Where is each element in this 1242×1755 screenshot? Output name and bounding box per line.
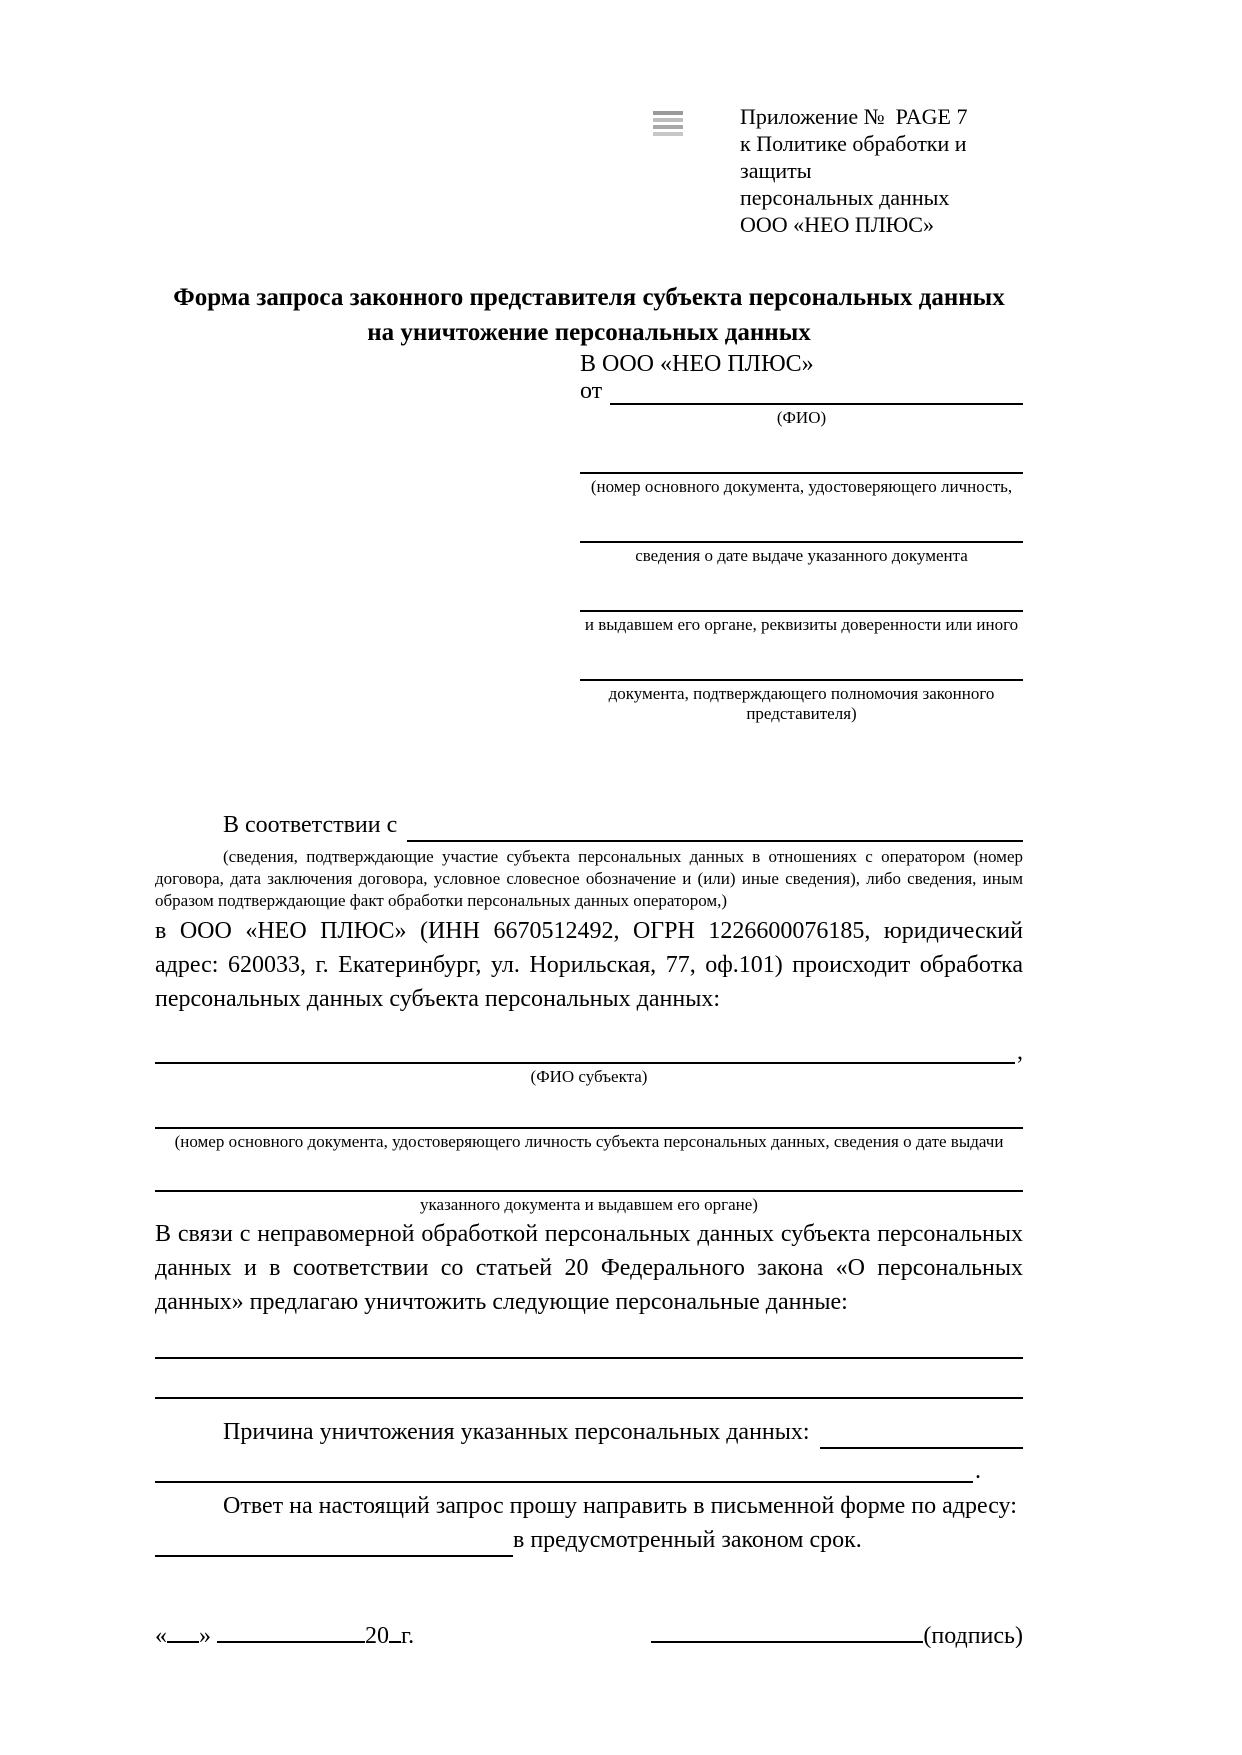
reply-address-row — [155, 1523, 1023, 1557]
date-quote-open: « — [155, 1623, 167, 1649]
accordance-row — [155, 808, 1023, 842]
appendix-block — [740, 103, 1023, 238]
destroy-data-field-line-1 — [155, 1319, 1023, 1359]
caption-issuing-authority: и выдавшем его органе, реквизиты доверенности или иного — [584, 615, 1019, 634]
addressee-block — [580, 351, 1023, 724]
form-title — [155, 280, 1023, 350]
document-header — [155, 103, 1023, 237]
issue-date-field-line — [580, 509, 1023, 543]
subject-fio-suffix: , — [1017, 1039, 1023, 1065]
signature-caption: (подпись) — [923, 1623, 1023, 1649]
caption-subject-document: (номер основного документа, удостоверяющего личность субъекта персональных данных, сведения о дате выдачи — [174, 1132, 1004, 1151]
from-fio-field-line — [610, 379, 1023, 405]
date-field — [155, 1619, 414, 1650]
appendix-number: Приложение № PAGE 7 — [740, 104, 968, 129]
caption-fio: (ФИО) — [776, 408, 827, 427]
policy-line-1: к Политике обработки и защиты — [740, 131, 967, 183]
subject-fio-field-line — [155, 1034, 1015, 1064]
issuing-authority-field-line — [580, 578, 1023, 612]
document-number-field-line — [580, 440, 1023, 474]
authority-document-field-line — [580, 647, 1023, 681]
from-row — [580, 378, 1023, 405]
date-year-suffix: г. — [401, 1623, 415, 1649]
operator-paragraph: в ООО «НЕО ПЛЮС» (ИНН 6670512492, ОГРН 1226600076185, юридический адрес: 620033, г. Екатеринбург, ул. Норильская, 77, оф.101) происходит обработка персональных данных субъекта персональных данных: — [155, 918, 1023, 1012]
from-label: от — [580, 378, 603, 404]
subject-authority-field-line — [155, 1158, 1023, 1192]
subject-document-field-line — [155, 1095, 1023, 1129]
caption-subject-authority: указанного документа и выдавшем его органе) — [420, 1195, 758, 1214]
signature-field — [651, 1619, 1023, 1650]
date-year-prefix: 20 — [365, 1623, 389, 1649]
subject-fio-row — [155, 1034, 1023, 1064]
caption-subject-fio: (ФИО субъекта) — [530, 1067, 648, 1086]
signature-footer — [155, 1619, 1023, 1650]
caption-authority-document: документа, подтверждающего полномочия законного представителя) — [608, 684, 995, 723]
reply-paragraph: Ответ на настоящий запрос прошу направить в письменной форме по адресу: — [223, 1493, 1017, 1519]
reason-row — [155, 1415, 1023, 1449]
accordance-note: (сведения, подтверждающие участие субъекта персональных данных в отношениях с оператором (номер договора, дата заключения договора, условное словесное обозначение и (или) иные сведения), либо сведения, иным образом подтверждающие факт обработки персональных данных оператором,) — [155, 847, 1023, 910]
reason-continuation-row — [155, 1453, 1023, 1483]
date-year-field-line — [389, 1619, 401, 1643]
date-month-field-line — [217, 1619, 365, 1643]
reason-suffix: . — [975, 1458, 981, 1484]
form-title-line-1: Форма запроса законного представителя субъекта персональных данных — [173, 284, 1005, 311]
date-quote-close: » — [199, 1623, 211, 1649]
signature-field-line — [651, 1619, 923, 1643]
company-name: ООО «НЕО ПЛЮС» — [740, 212, 934, 237]
reply-suffix: в предусмотренный законом срок. — [513, 1527, 862, 1553]
reason-field-line — [820, 1423, 1023, 1449]
page-content — [155, 0, 1023, 1650]
addressee-company: В ООО «НЕО ПЛЮС» — [580, 351, 814, 377]
caption-document-number: (номер основного документа, удостоверяющего личность, — [590, 477, 1013, 496]
reply-address-field-line — [155, 1533, 513, 1557]
destroy-paragraph: В связи с неправомерной обработкой персональных данных субъекта персональных данных и в соответствии со статьей 20 Федерального закона «О персональных данных» предлагаю уничтожить следующие персональные данные: — [155, 1221, 1023, 1315]
reason-label: Причина уничтожения указанных персональных данных: — [223, 1419, 810, 1445]
form-title-line-2: на уничтожение персональных данных — [367, 319, 811, 346]
destroy-data-field-line-2 — [155, 1359, 1023, 1399]
text-lines-icon — [653, 111, 683, 139]
reason-continuation-field-line — [155, 1453, 973, 1483]
caption-issue-date: сведения о дате выдаче указанного документа — [635, 546, 968, 565]
accordance-label: В соответствии с — [223, 812, 398, 838]
body-block — [155, 808, 1023, 1557]
policy-line-2: персональных данных — [740, 185, 950, 210]
accordance-field-line — [407, 814, 1023, 842]
date-day-field-line — [167, 1619, 199, 1643]
